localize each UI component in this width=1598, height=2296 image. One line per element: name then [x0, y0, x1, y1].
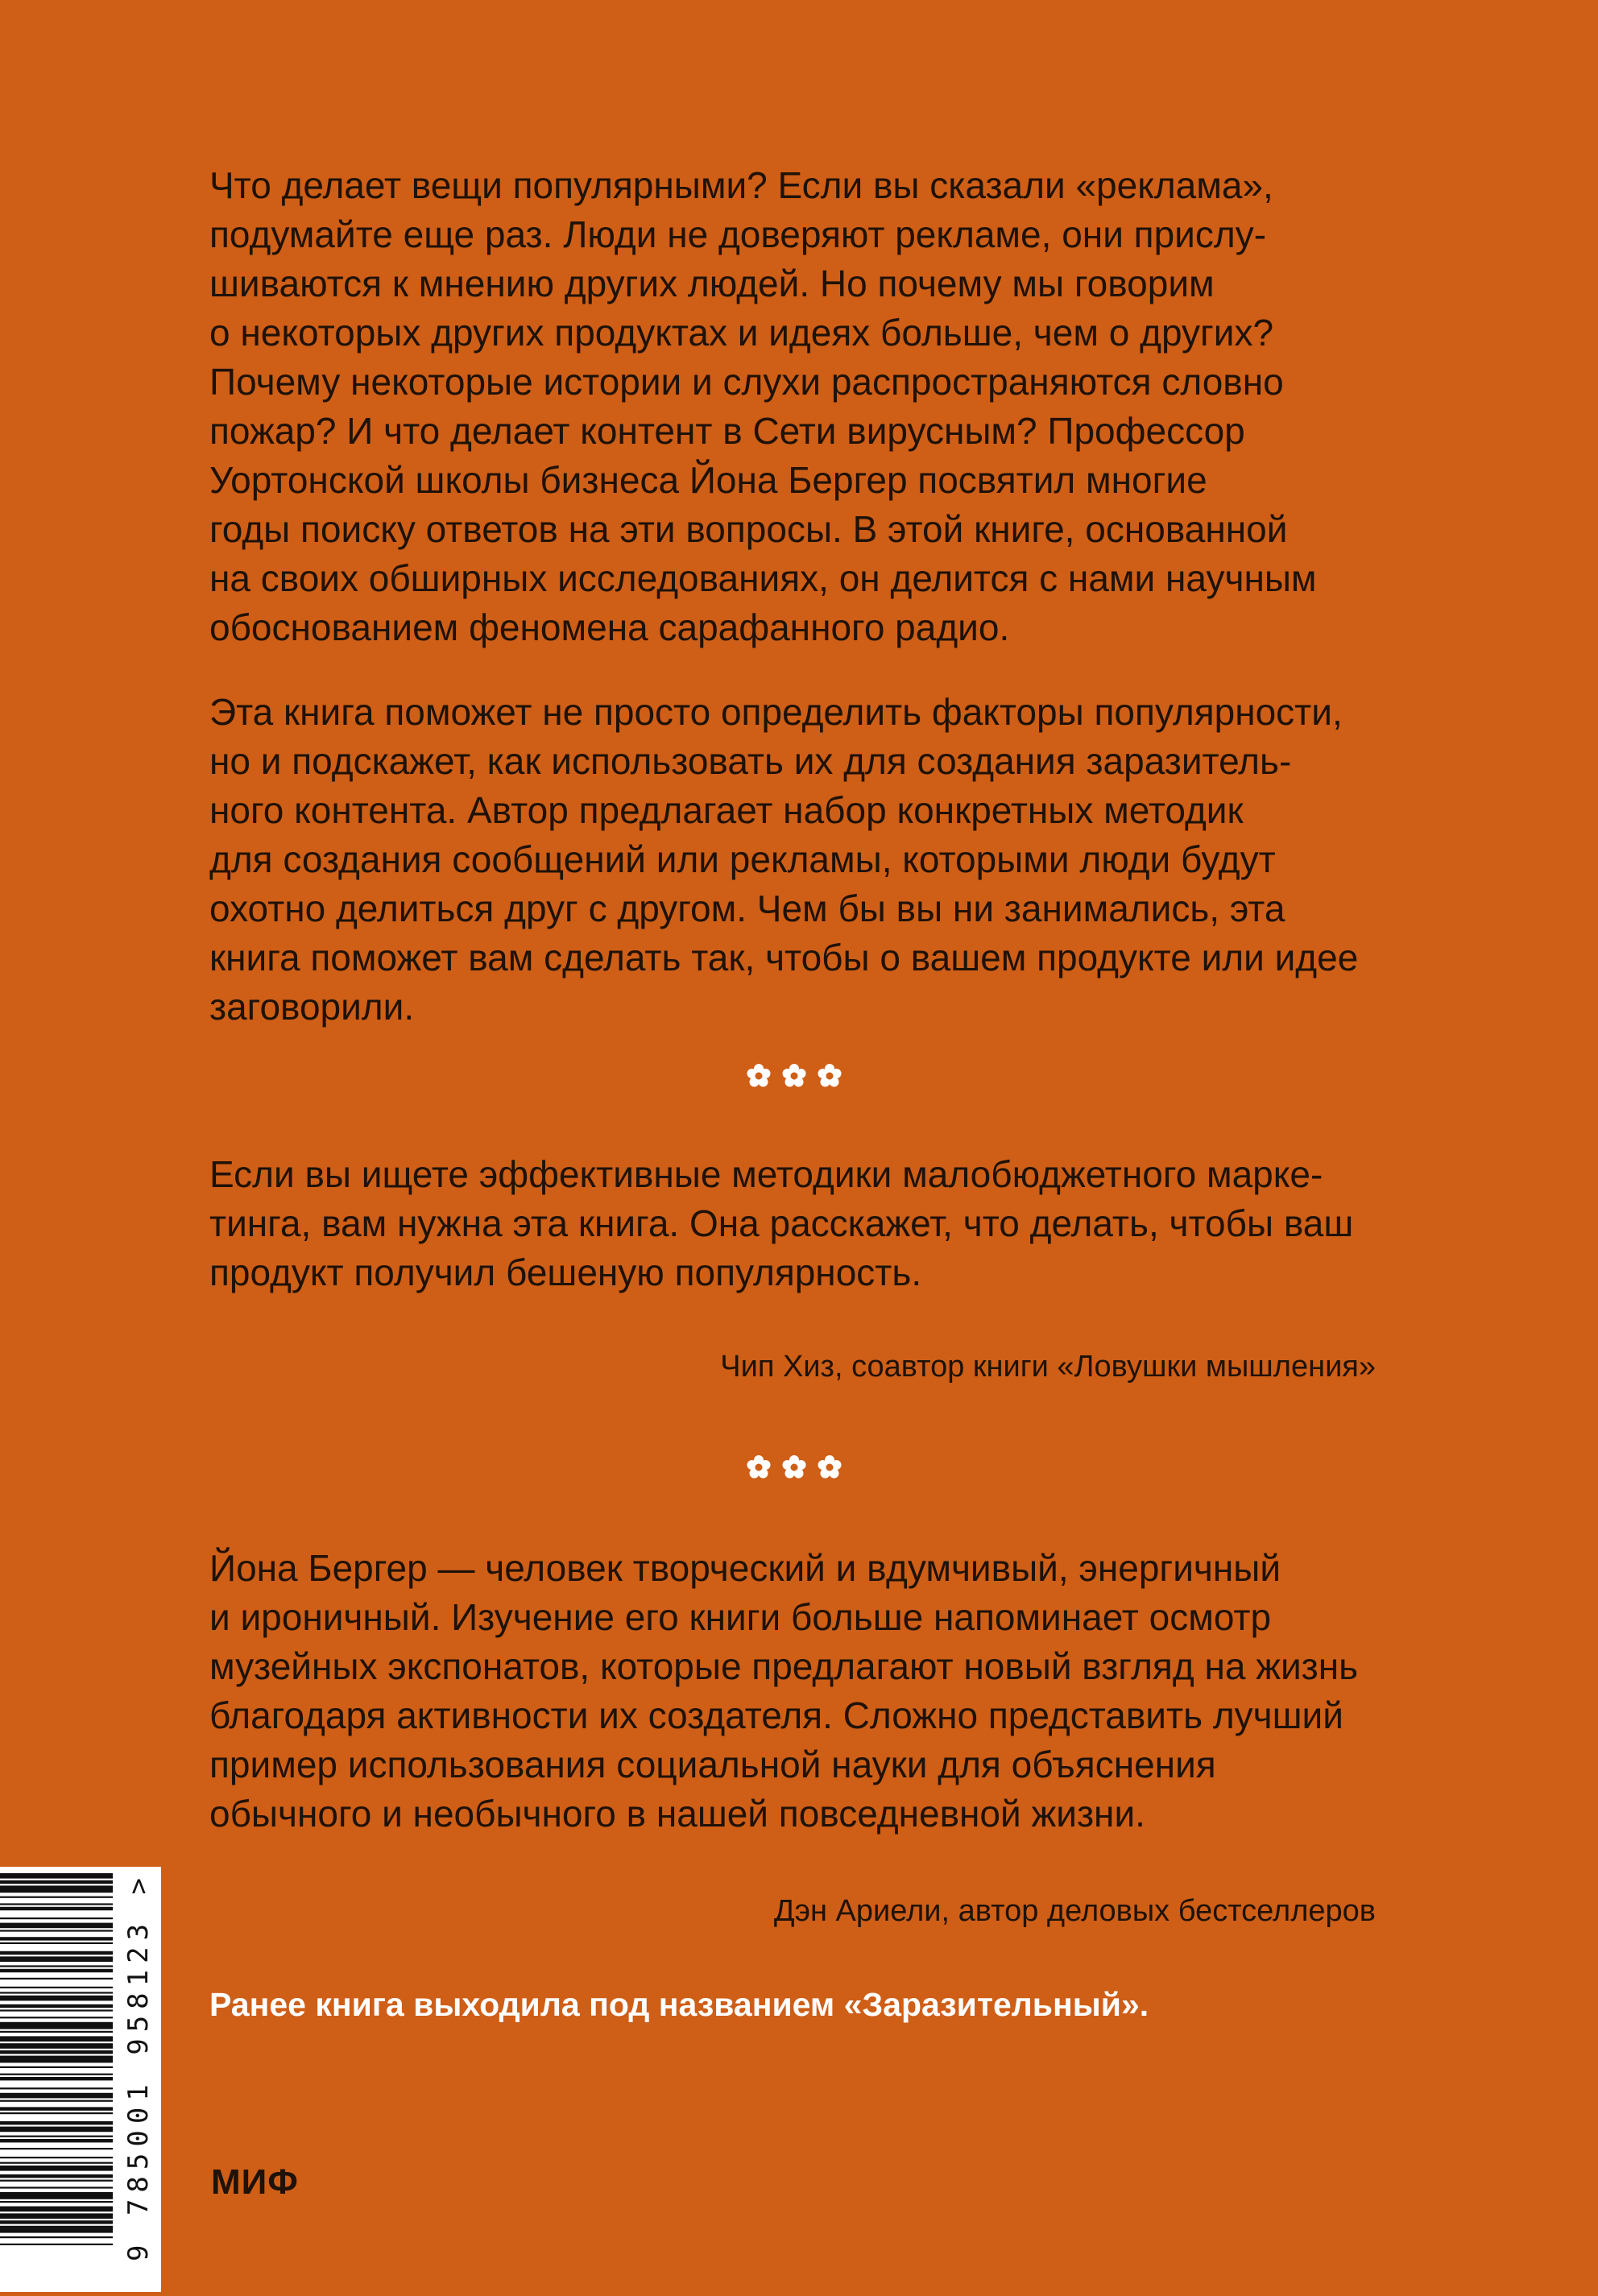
- barcode-bar: [0, 2112, 113, 2114]
- text-line: книга поможет вам сделать так, чтобы о вашем продукте или идее: [209, 937, 1359, 978]
- barcode-bar: [0, 2157, 113, 2158]
- text-line: пример использования социальной науки для объяснения: [209, 1744, 1216, 1785]
- barcode-bar: [0, 2009, 113, 2011]
- quote-attribution-ariely: Дэн Ариели, автор деловых бестселлеров: [773, 1894, 1376, 1928]
- barcode-bar: [0, 1969, 113, 1972]
- barcode-digits: 9 785001 958123 >: [122, 1872, 155, 2261]
- barcode-bar: [0, 2087, 113, 2089]
- text-line: но и подскажет, как использовать их для создания заразитель-: [209, 740, 1292, 782]
- barcode-bar: [0, 1923, 113, 1929]
- barcode-bar: [0, 2139, 113, 2142]
- barcode-bar: [0, 2036, 113, 2042]
- barcode-bar: [0, 2121, 113, 2124]
- barcode-bar: [0, 2192, 113, 2199]
- barcode-bar: [0, 2066, 113, 2068]
- publisher-logo: МИФ: [211, 2162, 299, 2202]
- barcode-bar: [0, 1942, 113, 1944]
- barcode-bar: [0, 2031, 113, 2033]
- description-paragraph-1: [209, 161, 1317, 652]
- barcode-bar: [0, 1996, 113, 2001]
- barcode-bar: [0, 2162, 113, 2164]
- text-line: продукт получил бешеную популярность.: [209, 1251, 922, 1293]
- barcode-bar: [0, 2148, 113, 2149]
- text-line: Йона Бергер — человек творческий и вдумчивый, энергичный: [209, 1547, 1281, 1589]
- text-line: подумайте еще раз. Люди не доверяют рекламе, они прислу-: [209, 213, 1267, 255]
- barcode-bar: [0, 1907, 113, 1910]
- barcode-bar: [0, 2220, 113, 2224]
- barcode-bar: [0, 2166, 113, 2171]
- barcode-bar: [0, 1880, 113, 1884]
- barcode-bar: [0, 2093, 113, 2099]
- barcode-bar: [0, 2136, 113, 2137]
- barcode-bar: [0, 2100, 113, 2102]
- barcode-bar: [0, 1897, 113, 1898]
- barcode-bar: [0, 1951, 113, 1955]
- barcode-bar: [0, 2213, 113, 2219]
- barcode-bar: [0, 2107, 113, 2110]
- barcode-bar: [0, 1885, 113, 1893]
- description-paragraph-2: [209, 688, 1358, 1032]
- flower-ornament-icon: [743, 1058, 846, 1094]
- text-line: тинга, вам нужна эта книга. Она расскажет, что делать, чтобы ваш: [209, 1202, 1354, 1244]
- text-line: Эта книга поможет не просто определить факторы популярности,: [209, 691, 1343, 733]
- barcode-bar: [0, 2022, 113, 2029]
- barcode-bar: [0, 1937, 113, 1940]
- text-line: Почему некоторые истории и слухи распространяются словно: [209, 361, 1284, 403]
- review-paragraph-ariely: [209, 1544, 1358, 1839]
- text-line: обычного и необычного в нашей повседневной жизни.: [209, 1793, 1145, 1835]
- text-line: о некоторых других продуктах и идеях больше, чем о других?: [209, 312, 1274, 354]
- text-line: для создания сообщений или рекламы, которыми люди будут: [209, 838, 1276, 880]
- barcode-bar: [0, 2077, 113, 2080]
- barcode-bar: [0, 2180, 113, 2182]
- text-line: заговорили.: [209, 986, 415, 1028]
- text-line: ного контента. Автор предлагает набор конкретных методик: [209, 789, 1244, 831]
- text-line: обоснованием феномена сарафанного радио.: [209, 606, 1010, 648]
- text-line: Что делает вещи популярными? Если вы сказали «реклама»,: [209, 164, 1273, 206]
- barcode-bar: [0, 1956, 113, 1962]
- barcode-bar: [0, 2186, 113, 2188]
- barcode-bar: [0, 2004, 113, 2008]
- text-line: на своих обширных исследованиях, он делится с нами научным: [209, 557, 1317, 599]
- text-line: Уортонской школы бизнеса Йона Бергер посвятил многие: [209, 459, 1207, 501]
- barcode-bar: [0, 1965, 113, 1967]
- text-line: Если вы ищете эффективные методики малобюджетного марке-: [209, 1153, 1323, 1195]
- text-line: пожар? И что делает контент в Сети вирусным? Профессор: [209, 410, 1245, 452]
- review-paragraph-heath: [209, 1150, 1353, 1297]
- barcode-bar: [0, 1917, 113, 1919]
- barcode-bar: [0, 2043, 113, 2049]
- barcode-bar: [0, 2050, 113, 2054]
- flower-ornament-icon: [743, 1450, 846, 1485]
- text-line: музейных экспонатов, которые предлагают новый взгляд на жизнь: [209, 1645, 1359, 1687]
- barcode-bar: [0, 2236, 113, 2238]
- barcode-bar: [0, 2127, 113, 2133]
- text-line: охотно делиться друг с другом. Чем бы вы ни занимались, эта: [209, 887, 1285, 929]
- barcode-bar: [0, 2074, 113, 2075]
- barcode-bar: [0, 1930, 113, 1931]
- barcode-bar: [0, 2174, 113, 2178]
- barcode-bar: [0, 2201, 113, 2203]
- barcode-bar: [0, 2017, 113, 2018]
- text-line: и ироничный. Изучение его книги больше напоминает осмотр: [209, 1596, 1272, 1638]
- barcode-bar: [0, 2056, 113, 2063]
- barcode-bar: [0, 2226, 113, 2233]
- barcode-bar: [0, 1873, 113, 1879]
- text-line: годы поиску ответов на эти вопросы. В этой книге, основанной: [209, 508, 1288, 550]
- barcode-bar: [0, 1987, 113, 1988]
- text-line: шиваются к мнению других людей. Но почему мы говорим: [209, 263, 1215, 304]
- text-line: благодаря активности их создателя. Сложно представить лучший: [209, 1694, 1343, 1736]
- barcode-bar: [0, 2207, 113, 2212]
- barcode-bar: [0, 1992, 113, 1993]
- barcode-bar: [0, 2244, 113, 2245]
- previous-title-note: Ранее книга выходила под названием «Заразительный».: [209, 1986, 1149, 2023]
- barcode-bar: [0, 1903, 113, 1905]
- barcode-bar: [0, 1978, 113, 1980]
- quote-attribution-heath: Чип Хиз, соавтор книги «Ловушки мышления»: [720, 1350, 1376, 1384]
